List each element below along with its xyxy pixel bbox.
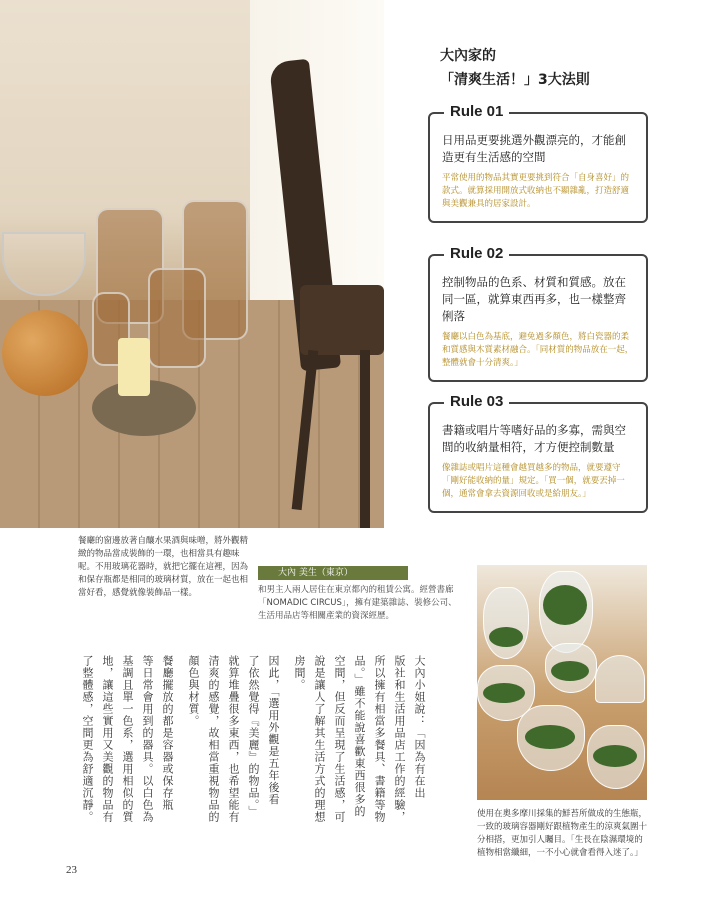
body-column: 因此，「選用外觀是五年後看	[267, 655, 280, 806]
rule-label: Rule 02	[444, 245, 509, 262]
candle	[118, 338, 150, 396]
rule-label: Rule 03	[444, 393, 509, 410]
rule-heading: 書籍或唱片等嗜好品的多寡，需與空間的收納量相符，才方便控制數量	[442, 423, 626, 454]
rule-description: 像雜誌或唱片這種會越買越多的物品，就要遵守「剛好能收納的量」規定。「買一個，就要丟掉一個，通常會拿去資源回收或是給朋友。」	[442, 463, 625, 499]
profile-bio: 和男主人兩人居住在東京都內的租賃公寓。經營書廊「NOMADIC CIRCUS」，擁有建築雜誌、裝修公司、生活用品店等相關產業的資深經歷。	[258, 585, 457, 621]
moss	[525, 725, 575, 749]
body-column: 空間，但反而呈現了生活感，可	[333, 655, 346, 823]
body-column: 了整體感，空間更為舒適沉靜。	[81, 655, 94, 823]
body-column: 等日常會用到的器具。以白色為	[141, 655, 154, 823]
glass-terrarium	[483, 587, 529, 659]
amber-glass-vase	[2, 310, 88, 396]
profile-name: 大內 美生（東京）	[258, 566, 408, 580]
body-column: 品。」雖不能說喜歡東西很多的	[353, 655, 366, 818]
body-column: 餐廳擺放的都是容器或保存瓶	[161, 655, 174, 811]
rule-description: 平常使用的物品其實更要挑到符合「自身喜好」的款式。就算採用開放式收納也不顯雜亂，打造舒適與美觀兼具的居家設計。	[442, 173, 630, 209]
moss	[593, 745, 637, 767]
rule-heading: 控制物品的色系、材質和質感。放在同一區，就算東西再多，也一樣整齊俐落	[442, 275, 626, 323]
body-column: 了依然覺得『美麗』的物品。」	[247, 655, 260, 818]
rule-box-03	[428, 393, 648, 513]
rule-box-02	[428, 245, 648, 382]
body-column: 大內小姐說：「因為有在出	[413, 655, 426, 799]
rule-label: Rule 01	[444, 103, 509, 120]
photo-caption-right: 使用在奧多摩川採集的鮮苔所做成的生態瓶，一致的玻璃容器剛好跟植物產生的涼爽氣圍十分相搭，更加引人矚目。「生長在陰濕環境的植物相當纖細，一不小心就會看得入迷了。」	[477, 809, 648, 858]
photo-caption-left: 餐廳的窗邊放著自釀水果酒與味噌，將外觀精緻的物品當成裝飾的一環，也相當具有趣味呢。不用玻璃花器時，就把它擺在這裡，因為和保存瓶都是相同的玻璃材質，放在一起也相當好看，感覺就像裝飾品一樣。	[78, 536, 249, 598]
body-column: 地，讓這些實用又美觀的物品有	[101, 655, 114, 823]
body-column: 基調且單一色系，選用相似的質	[121, 655, 134, 823]
chair-leg	[360, 350, 370, 528]
body-column: 就算堆疊很多東西，也希望能有	[227, 655, 240, 823]
moss	[489, 627, 523, 647]
body-column: 房間。	[293, 655, 306, 691]
chair-seat	[300, 285, 384, 355]
body-column: 版社和生活用品店工作的經驗，	[393, 655, 406, 823]
rule-box-01	[428, 103, 648, 223]
rule-heading: 日用品更要挑選外觀漂亮的，才能創造更有生活感的空間	[442, 133, 626, 164]
body-column: 說是讓人了解其生活方式的理想	[313, 655, 326, 823]
moss	[551, 661, 589, 681]
page-number: 23	[66, 864, 77, 876]
preserve-jar	[148, 268, 206, 368]
section-title: 大內家的 「清爽生活！」3大法則	[440, 48, 590, 88]
dining-window-photo	[0, 0, 384, 528]
body-column: 顏色與材質。	[187, 655, 200, 727]
body-column: 清爽的感覺，故相當重視物品的	[207, 655, 220, 823]
terrarium-photo	[477, 565, 647, 800]
moss	[483, 683, 525, 703]
glass-dome	[595, 655, 645, 703]
rule-description: 餐廳以白色為基底，避免過多顏色，將白瓷器的柔和質感與木質素材融合。「同材質的物品放在一起，整體就會十分清爽。」	[442, 332, 634, 368]
glass-bowl	[2, 232, 86, 296]
body-column: 所以擁有相當多餐具、書籍等物	[373, 655, 386, 823]
moss	[543, 585, 587, 625]
